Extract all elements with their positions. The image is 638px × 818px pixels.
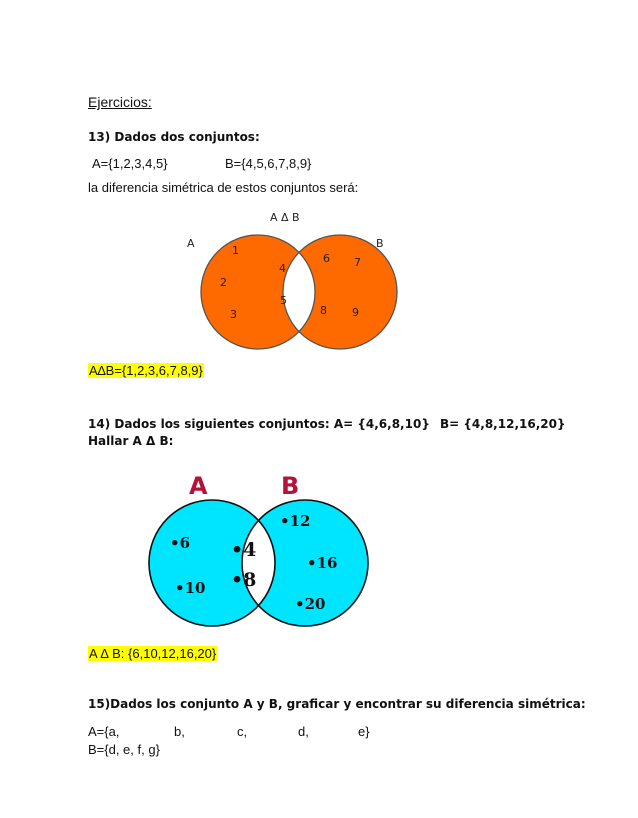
ex13-label-a: A [187,237,195,250]
ex13-el-9: 9 [352,306,359,319]
ex13-label-top: A Δ B [270,211,300,224]
heading: Ejercicios: [88,94,152,110]
ex13-el-5: 5 [280,294,287,307]
ex14-el-10: •10 [175,579,206,597]
ex15-title: 15)Dados los conjunto A y B, graficar y encontrar su diferencia simétrica: [88,697,586,711]
ex13-set-b: B={4,5,6,7,8,9} [225,156,312,171]
ex14-el-20: •20 [295,595,326,613]
ex13-el-2: 2 [220,276,227,289]
ex15-set-a-5: e} [358,724,370,739]
ex13-title: 13) Dados dos conjuntos: [88,130,260,144]
ex13-el-8: 8 [320,304,327,317]
ex15-set-a-3: c, [237,724,248,739]
ex13-prompt: la diferencia simétrica de estos conjuntos será: [88,180,359,195]
ex14-prompt: Hallar A Δ B: [88,434,174,448]
ex15-set-a-4: d, [298,724,309,739]
ex14-el-8: •8 [231,569,257,591]
ex15-set-b: B={d, e, f, g} [88,742,160,757]
ex14-venn-diagram [125,468,385,638]
ex13-el-4: 4 [279,262,286,275]
ex13-label-b: B [376,237,384,250]
ex13-el-6: 6 [323,252,330,265]
ex14-el-4: •4 [231,539,257,561]
ex14-prefix: 14) Dados los siguientes conjuntos: A= {4,6,8,10} [88,417,430,431]
ex13-answer: A∆B={1,2,3,6,7,8,9} [89,363,203,378]
ex14-el-16: •16 [307,554,338,572]
ex15-set-a-1: A={a, [88,724,120,739]
ex14-label-a: A [189,472,208,500]
ex13-venn-diagram [170,204,410,354]
ex15-set-a-2: b, [174,724,185,739]
ex13-el-3: 3 [230,308,237,321]
ex14-label-b: B [281,472,300,500]
ex14-set-b: B= {4,8,12,16,20} [440,417,566,431]
ex13-el-7: 7 [354,256,361,269]
ex14-el-6: •6 [170,534,191,552]
ex13-set-a: A={1,2,3,4,5} [92,156,168,171]
ex14-el-12: •12 [280,512,311,530]
ex14-answer: A ∆ B: {6,10,12,16,20} [89,646,217,661]
ex13-el-1: 1 [232,244,239,257]
